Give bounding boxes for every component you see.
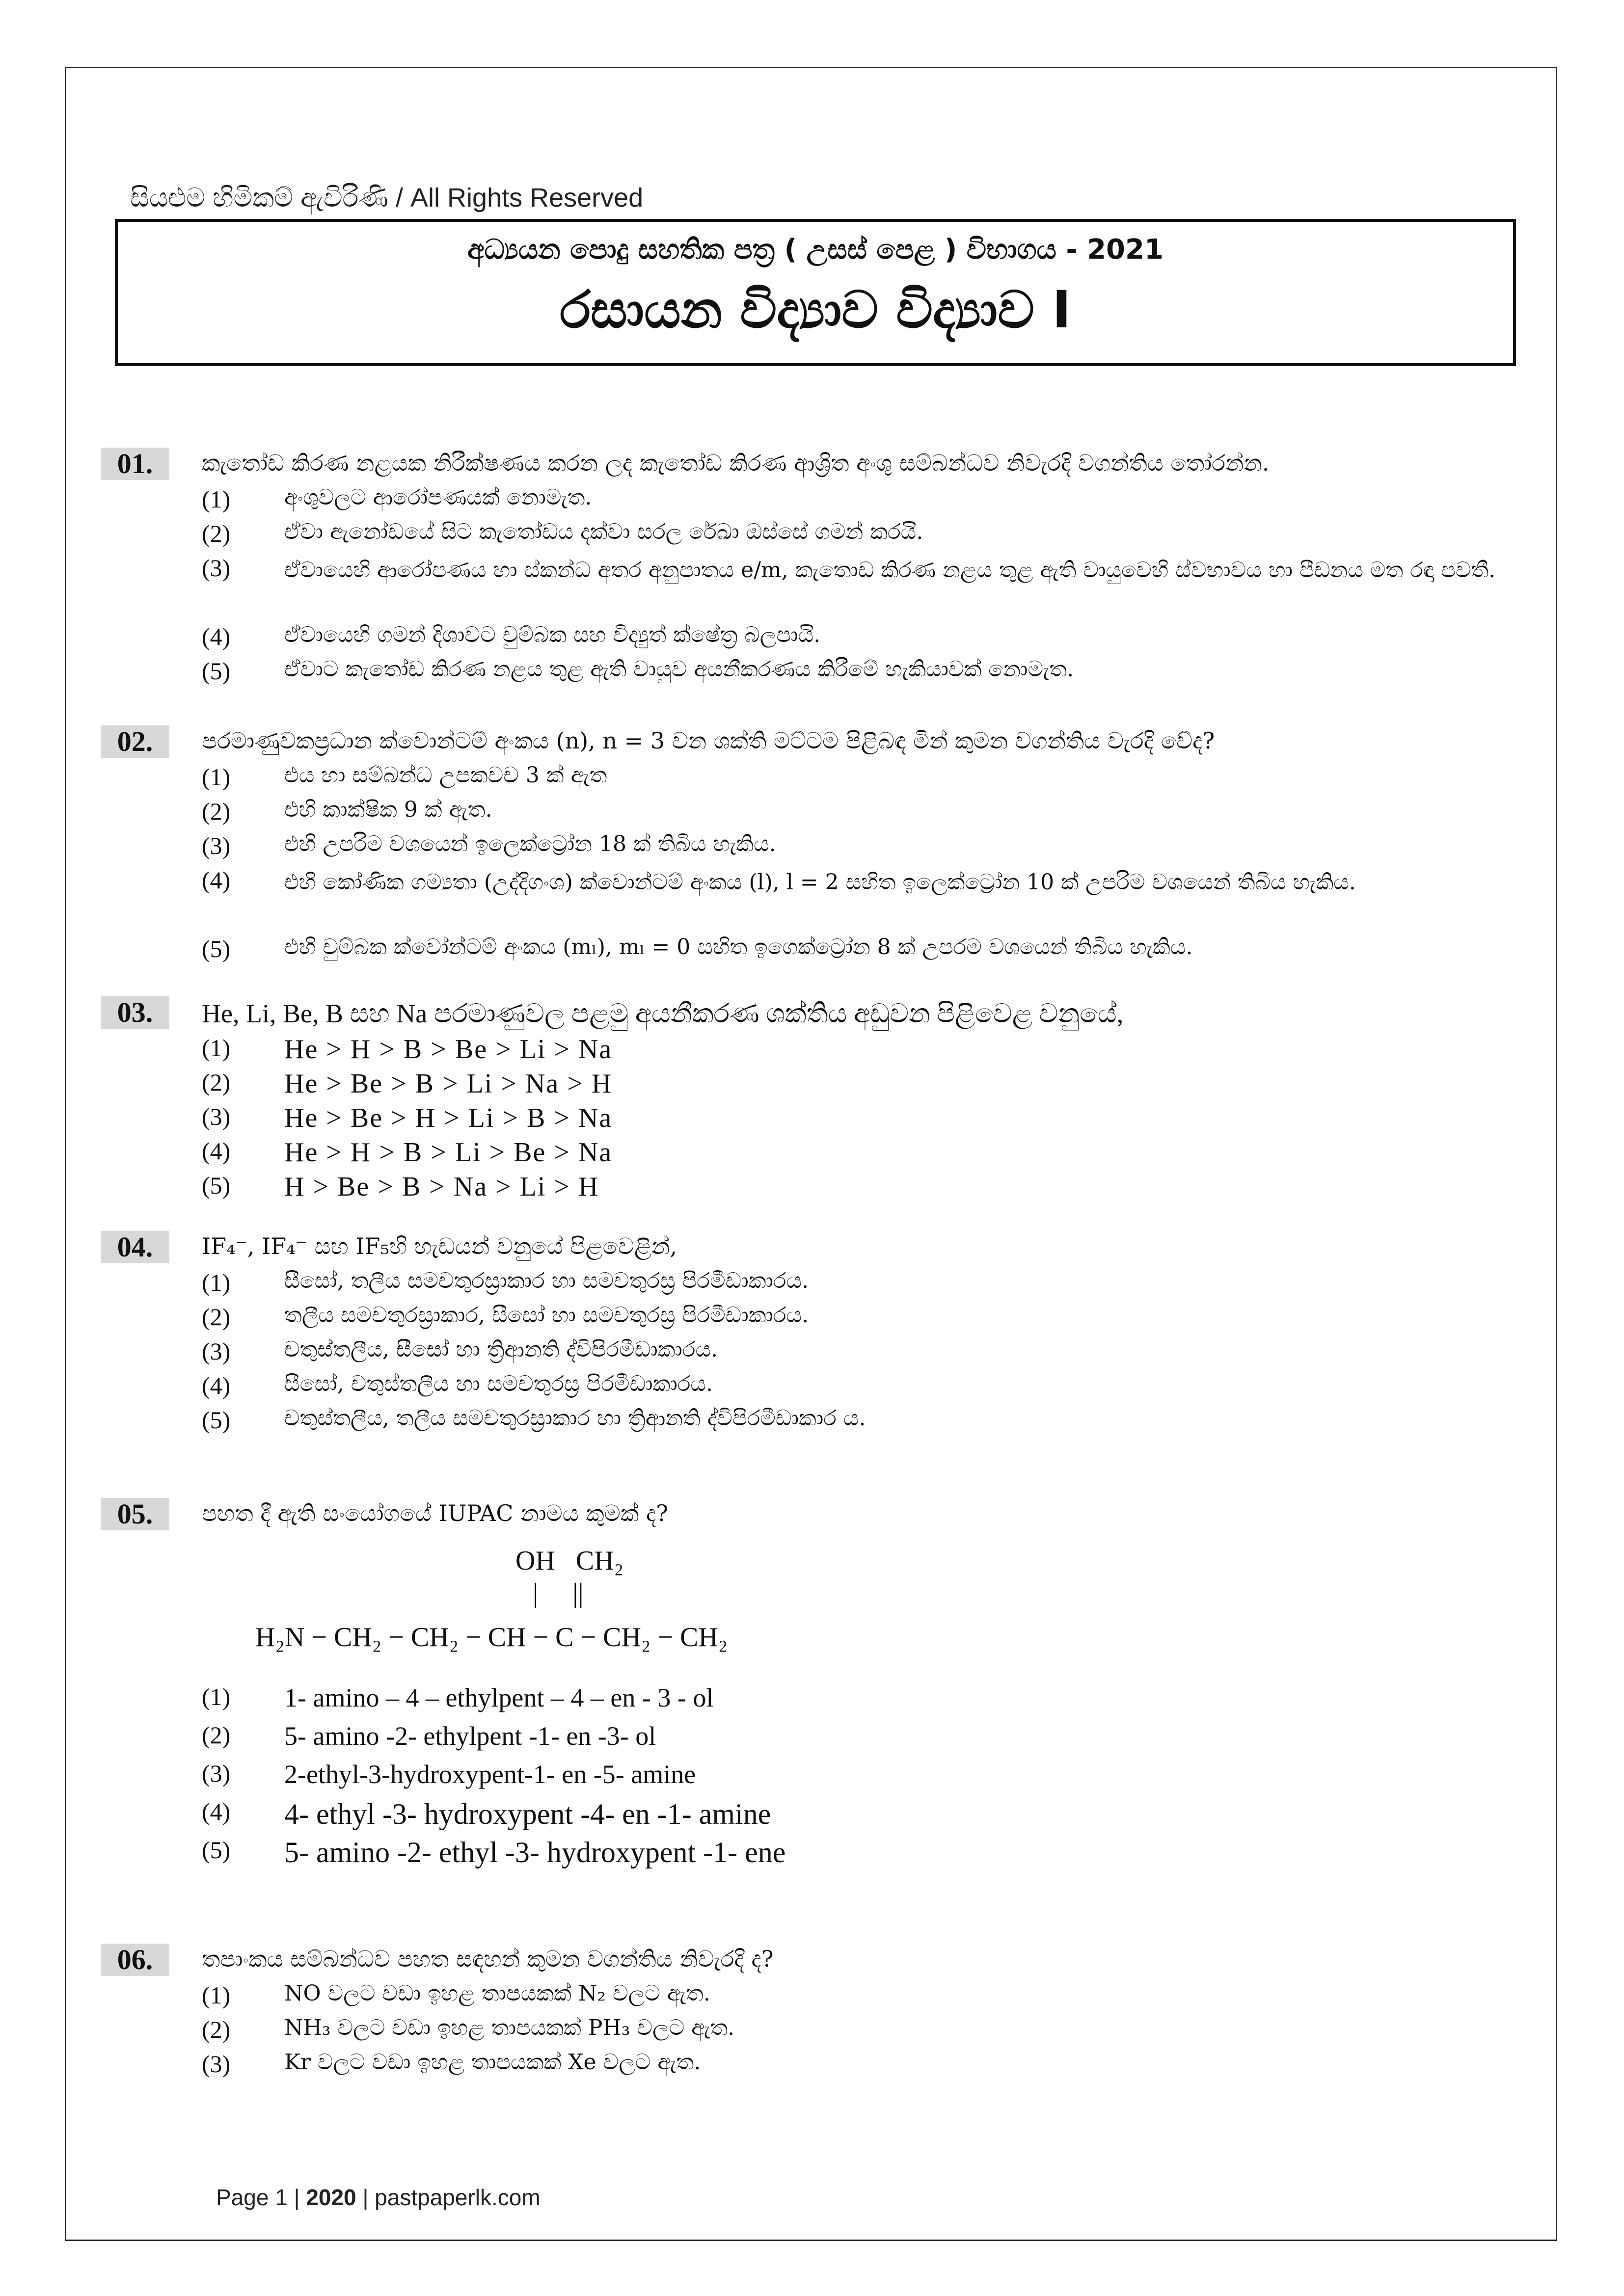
question-stem: පරමාණුවකප්‍රධාන ක්වොන්ටම් අංකය (n), n = 3 වන ශක්ති මට්ටම පිළිබඳ මින් කුමන වගන්තිය වැරදි වේද?: [202, 727, 1215, 754]
question-stem: කැතෝඩ කිරණ නළයක නිරීක්ෂණය කරන ලද කැතෝඩ කිරණ ආශ්‍රිත අංශු සම්බන්ධව නිවැරදි වගන්තිය තෝරන්න.: [202, 450, 1270, 476]
question-number: 02.: [101, 725, 169, 758]
question-number: 04.: [101, 1231, 169, 1263]
question-number: 05.: [101, 1498, 169, 1530]
footer-site: pastpaperlk.com: [375, 2185, 541, 2210]
question-number: 01.: [101, 448, 169, 480]
formula-chain: H₂N − CH₂ − CH₂ − CH − C − CH₂ − CH₂: [255, 1622, 728, 1653]
question-stem: IF₄⁻, IF₄⁻ සහ IF₅හි හැඩයන් වනුයේ පිළවෙළින්,: [202, 1233, 677, 1259]
question-stem: පහත දී ඇති සංයෝගයේ IUPAC නාමය කුමක් ද?: [202, 1500, 668, 1526]
question-number: 06.: [101, 1944, 169, 1976]
footer-separator: |: [294, 2185, 300, 2210]
footer-year: 2020: [306, 2185, 356, 2210]
question-stem: තපාංකය සම්බන්ධව පහත සඳහන් කුමන වගන්තිය නිවැරදි ද?: [202, 1946, 774, 1972]
question-number: 03.: [101, 996, 169, 1029]
question-stem: He, Li, Be, B සහ Na පරමාණුවල පළමු අයනීකරණ ශක්තිය අඩුවන පිළිවෙළ වනුයේ,: [202, 999, 1124, 1028]
title-box: [115, 219, 1516, 366]
rights-reserved: සියළුම හිමිකම් ඇවිරිණි / All Rights Reserved: [130, 183, 644, 213]
page-footer: [216, 2184, 541, 2211]
exam-title: අධ්‍යයන පොදු සහතික පත්‍ර ( උසස් පෙළ ) විභාගය - 2021: [467, 234, 1164, 266]
footer-separator: |: [362, 2185, 369, 2210]
page-number: Page 1: [216, 2185, 288, 2210]
formula-substituents: OH CH₂: [515, 1546, 624, 1576]
subject-title: රසායන විද්‍යාව විද්‍යාව I: [560, 280, 1071, 340]
formula-bonds: | ||: [533, 1578, 584, 1608]
